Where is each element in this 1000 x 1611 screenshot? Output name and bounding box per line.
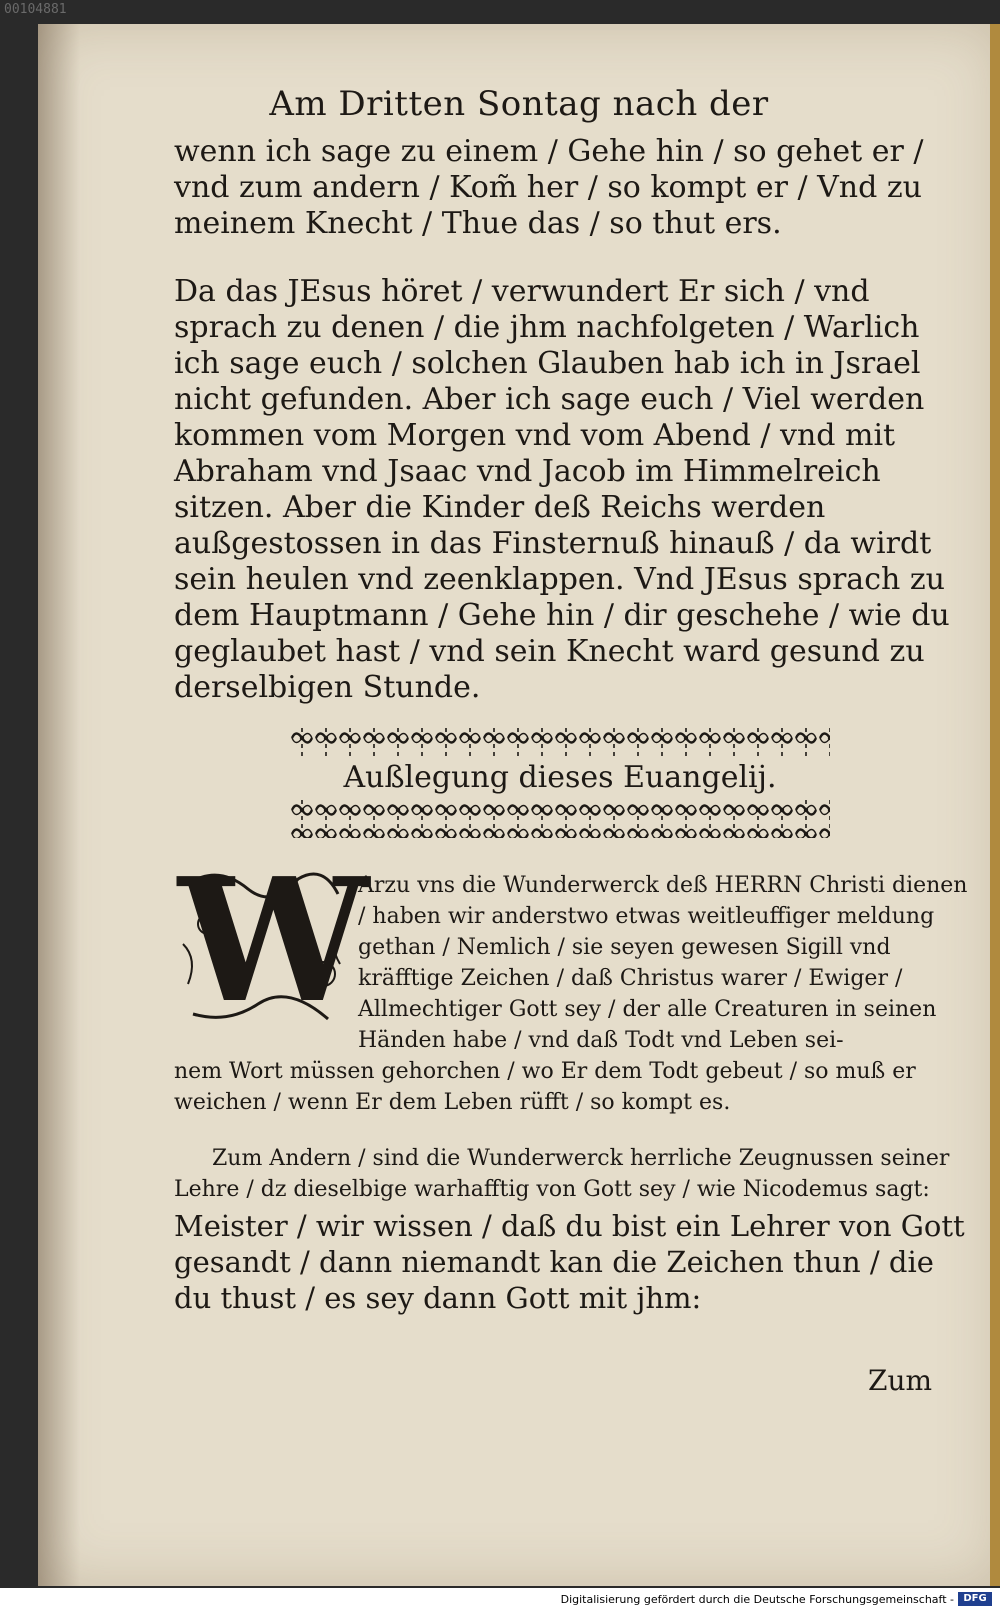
funding-note: Digitalisierung gefördert durch die Deutsche Forschungsgemeinschaft -	[560, 1593, 954, 1606]
paragraph-3-continued: nem Wort müssen gehorchen / wo Er dem Todt gebeut / so muß er weichen / wenn Er dem Leben rüfft / so kompt es.	[174, 1059, 916, 1115]
scanned-page	[38, 24, 1000, 1586]
scan-id-label: 00104881	[4, 2, 67, 17]
paragraph-4-large: Meister / wir wissen / daß du bist ein Lehrer von Gott gesandt / dann niemandt kan die Zeichen thun / die du thust / es sey dann Gott mit jhm:	[174, 1209, 965, 1315]
paragraph-4-small: Zum Andern / sind die Wunderwerck herrliche Zeugnussen seiner Lehre / dz dieselbige warhafftig von Gott sey / wie Nicodemus sagt:	[174, 1146, 950, 1202]
page-edge-strip	[990, 24, 1000, 1586]
paragraph-1: wenn ich sage zu einem / Gehe hin / so gehet er / vnd zum andern / Kom̃ her / so kompt er / Vnd zu meinem Knecht / Thue das / so thut ers.	[174, 134, 924, 241]
binding-shadow	[38, 24, 80, 1586]
digitization-footer	[0, 1588, 1000, 1611]
paragraph-2: Da das JEsus höret / verwundert Er sich / vnd sprach zu denen / die jhm nachfolgeten / Warlich ich sage euch / solchen Glauben hab ich in Jsrael nicht gefunden. Aber ich sage euch / Viel werden kommen vom Morgen vnd vom Abend / vnd mit Abraham vnd Jsaac vnd Jacob im Himmelreich sitzen. Aber die Kinder deß Reichs werden außgestossen in das Finsternuß hinauß / da wirdt sein heulen vnd zeenklappen. Vnd JEsus sprach zu dem Hauptmann / Gehe hin / dir geschehe / wie du geglaubet hast / vnd sein Knecht ward gesund zu derselbigen Stunde.	[174, 274, 950, 705]
section-heading-ornament	[290, 726, 830, 838]
running-head: Am Dritten Sontag nach der	[269, 84, 769, 124]
catchword: Zum	[868, 1364, 933, 1397]
paragraph-3-beside-initial: Arzu vns die Wunderwerck deß HERRN Christi dienen / haben wir anderstwo etwas weitleuffiger meldung gethan / Nemlich / sie seyen gewesen Sigill vnd kräfftige Zeichen / daß Christus warer / Ewiger / Allmechtiger Gott sey / der alle Creaturen in seinen Händen habe / vnd daß Todt vnd Leben sei-	[358, 873, 968, 1053]
decorated-initial	[178, 841, 369, 1041]
section-heading: Außlegung dieses Euangelij.	[290, 756, 830, 800]
initial-letter: W	[178, 841, 369, 1041]
dfg-logo: DFG	[958, 1592, 992, 1606]
